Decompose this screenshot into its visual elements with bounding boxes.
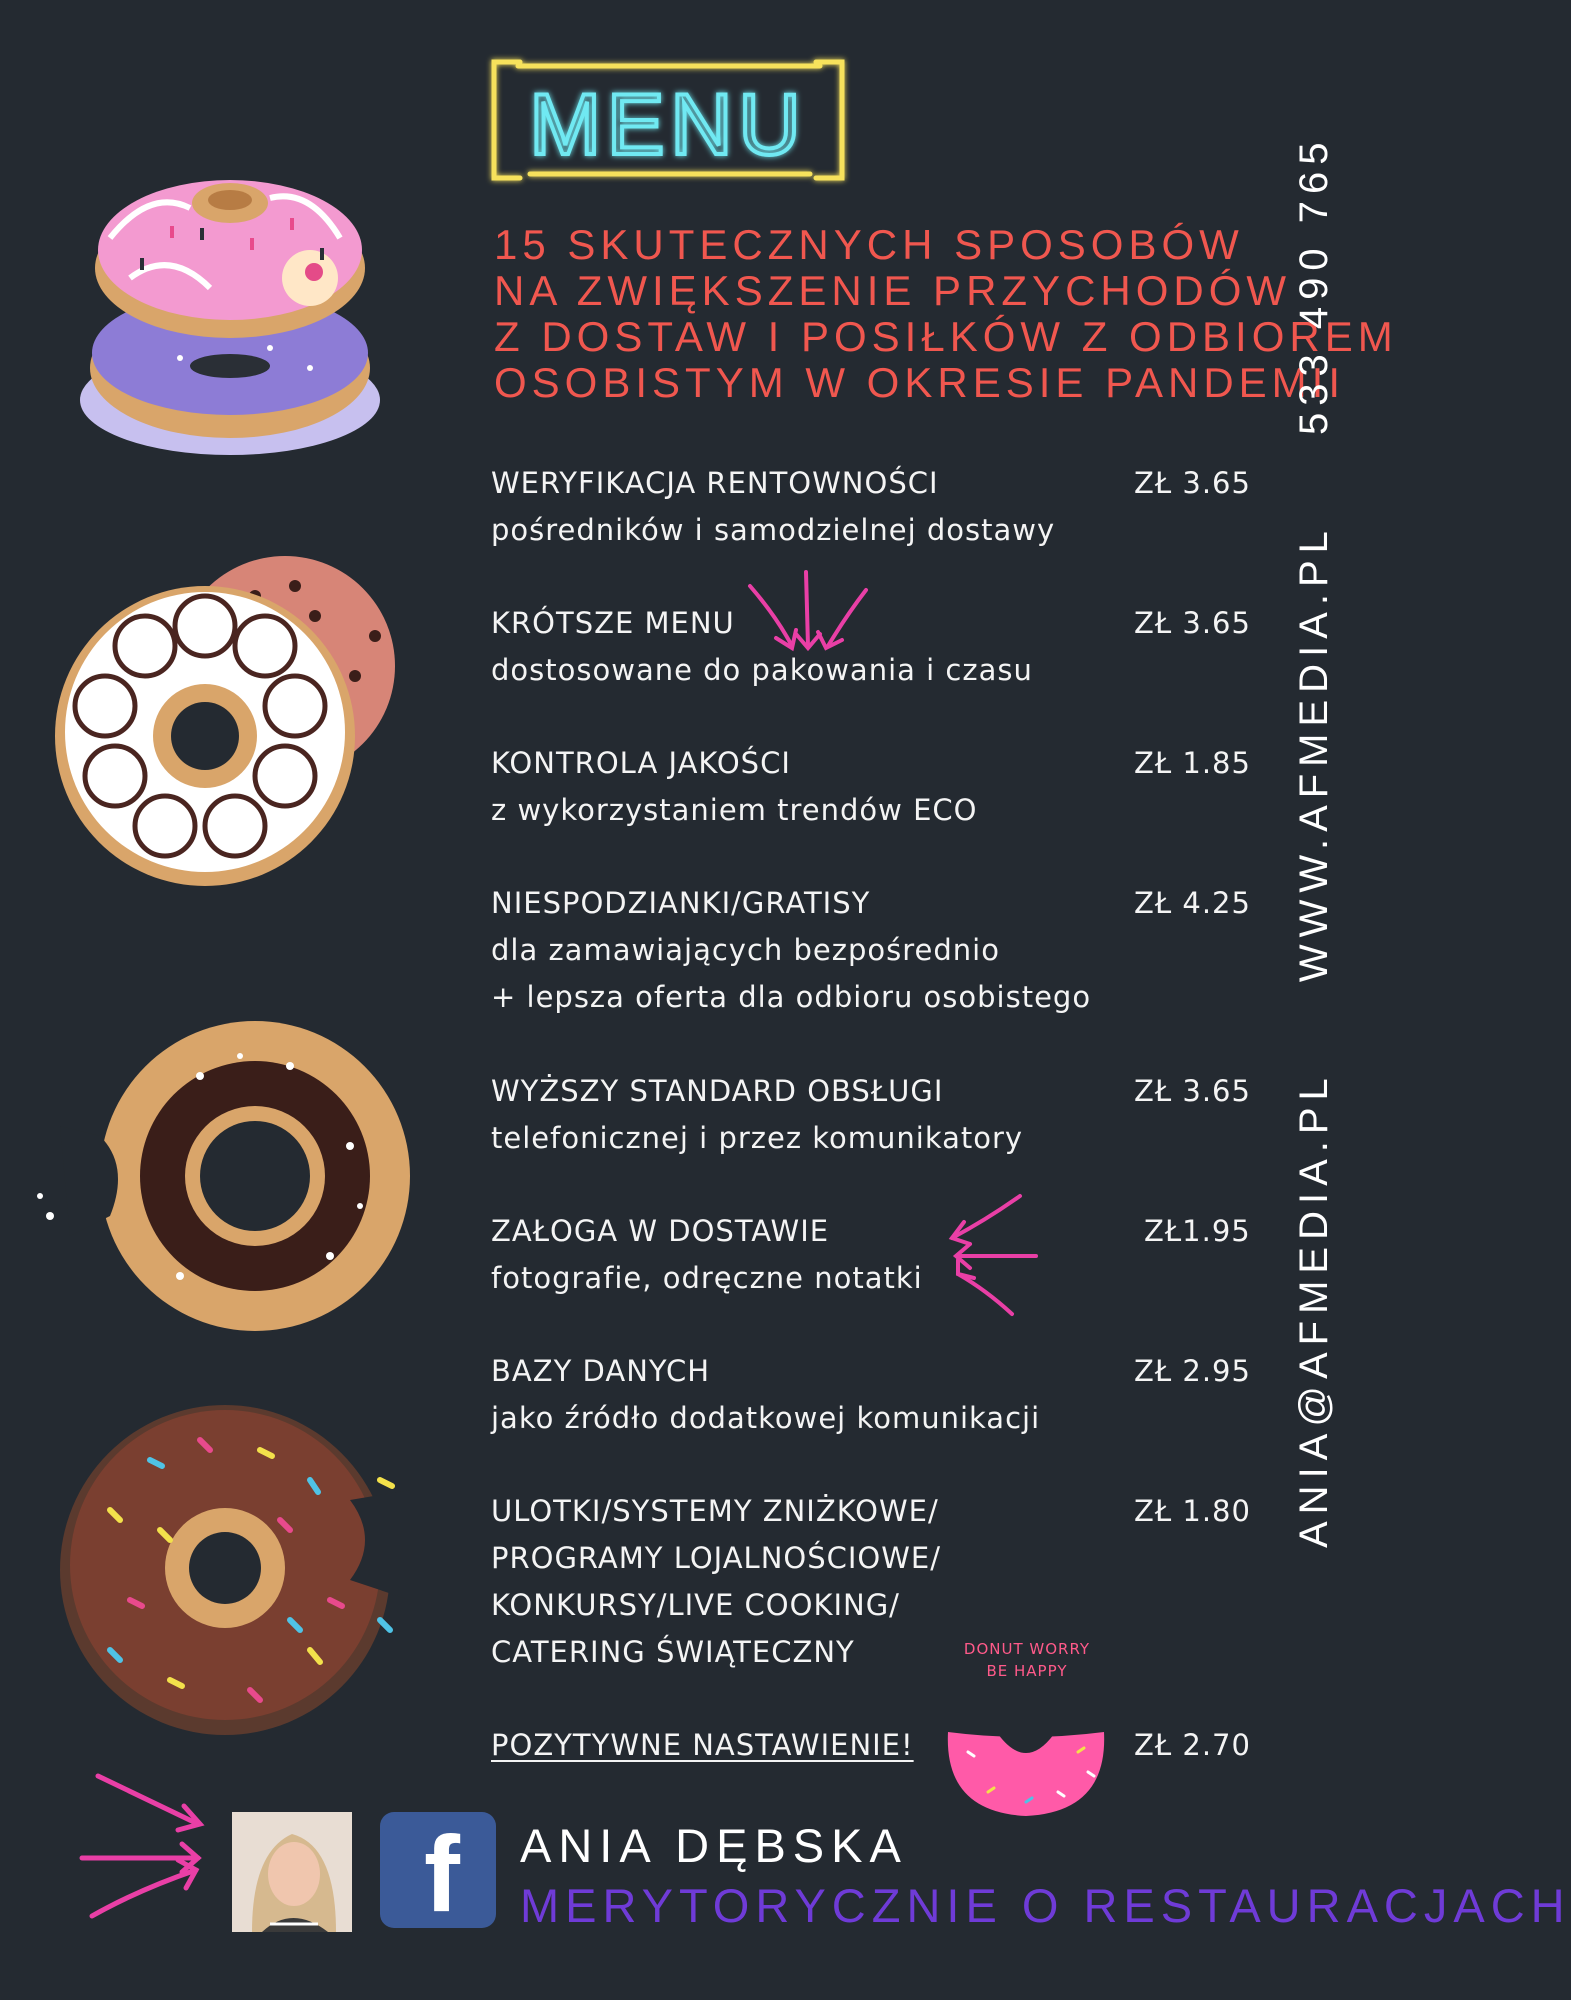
menu-item-title: ZAŁOGA W DOSTAWIE (491, 1214, 830, 1248)
menu-item-title: KONTROLA JAKOŚCI (491, 746, 791, 780)
menu-item-desc: CATERING ŚWIĄTECZNY (491, 1635, 855, 1669)
bitten-donut-illustration (30, 1016, 420, 1336)
menu-item-price: ZŁ 4.25 (1134, 886, 1251, 920)
menu-item-desc: jako źródło dodatkowej komunikacji (491, 1401, 1041, 1435)
menu-item-desc: z wykorzystaniem trendów ECO (491, 793, 978, 827)
menu-item-desc: PROGRAMY LOJALNOŚCIOWE/ (491, 1541, 942, 1575)
sprinkle-donut-illustration (50, 1400, 420, 1740)
menu-item-price: ZŁ 3.65 (1134, 606, 1251, 640)
contact-website[interactable]: WWW.AFMEDIA.PL (1292, 525, 1336, 983)
menu-item-price: ZŁ 1.80 (1134, 1494, 1251, 1528)
stacked-donuts-illustration (70, 128, 400, 468)
donut-worry-note (962, 1638, 1092, 1682)
facebook-icon[interactable]: f (380, 1812, 496, 1928)
menu-item-desc: fotografie, odręczne notatki (491, 1261, 923, 1295)
avatar (232, 1812, 352, 1932)
menu-item-title: BAZY DANYCH (491, 1354, 711, 1388)
menu-item-price: ZŁ 2.70 (1134, 1728, 1251, 1762)
menu-item-title: KRÓTSZE MENU (491, 606, 735, 640)
menu-neon-sign (490, 58, 846, 182)
smile-donut-icon (938, 1712, 1114, 1822)
avatar-photo (232, 1812, 352, 1932)
menu-item-desc: telefonicznej i przez komunikatory (491, 1121, 1024, 1155)
menu-item-title: WERYFIKACJA RENTOWNOŚCI (491, 466, 939, 500)
subtitle-line: OSOBISTYM W OKRESIE PANDEMII (494, 359, 1345, 406)
white-donut-illustration (55, 556, 415, 896)
menu-title: MENU (529, 77, 807, 173)
arrows-left-icon (946, 1190, 1042, 1320)
menu-item-desc: dla zamawiających bezpośrednio (491, 933, 1000, 967)
menu-item-title: NIESPODZIANKI/GRATISY (491, 886, 871, 920)
menu-item-desc: KONKURSY/LIVE COOKING/ (491, 1588, 900, 1622)
arrows-right-icon (78, 1770, 208, 1920)
contact-vertical (1292, 135, 1337, 1548)
menu-item-price: ZŁ 3.65 (1134, 466, 1251, 500)
contact-email[interactable]: ANIA@AFMEDIA.PL (1292, 1072, 1336, 1548)
donut-note-line: BE HAPPY (986, 1662, 1068, 1680)
menu-item-desc: pośredników i samodzielnej dostawy (491, 513, 1056, 547)
menu-item (491, 1208, 1251, 1302)
menu-item-price: ZŁ 3.65 (1134, 1074, 1251, 1108)
menu-item-price: ZŁ1.95 (1144, 1214, 1251, 1248)
subtitle-line: Z DOSTAW I POSIŁKÓW Z ODBIOREM (494, 313, 1398, 360)
menu-item-title: POZYTYWNE NASTAWIENIE! (491, 1728, 914, 1762)
menu-item-price: ZŁ 1.85 (1134, 746, 1251, 780)
author-name: ANIA DĘBSKA (520, 1819, 908, 1872)
subtitle-line: 15 SKUTECZNYCH SPOSOBÓW (494, 221, 1244, 268)
menu-item-title: ULOTKI/SYSTEMY ZNIŻKOWE/ (491, 1494, 939, 1528)
arrows-down-icon (746, 566, 876, 656)
menu-item-desc: + lepsza oferta dla odbioru osobistego (491, 980, 1092, 1014)
donut-note-line: DONUT WORRY (963, 1640, 1091, 1658)
menu-item-price: ZŁ 2.95 (1134, 1354, 1251, 1388)
author-tagline: MERYTORYCZNIE O RESTAURACJACH (520, 1879, 1571, 1932)
contact-phone[interactable]: 533 490 765 (1292, 135, 1336, 435)
menu-item-title: WYŻSZY STANDARD OBSŁUGI (491, 1074, 944, 1108)
subtitle-line: NA ZWIĘKSZENIE PRZYCHODÓW (494, 267, 1292, 314)
menu-item-desc: dostosowane do pakowania i czasu (491, 653, 1033, 687)
